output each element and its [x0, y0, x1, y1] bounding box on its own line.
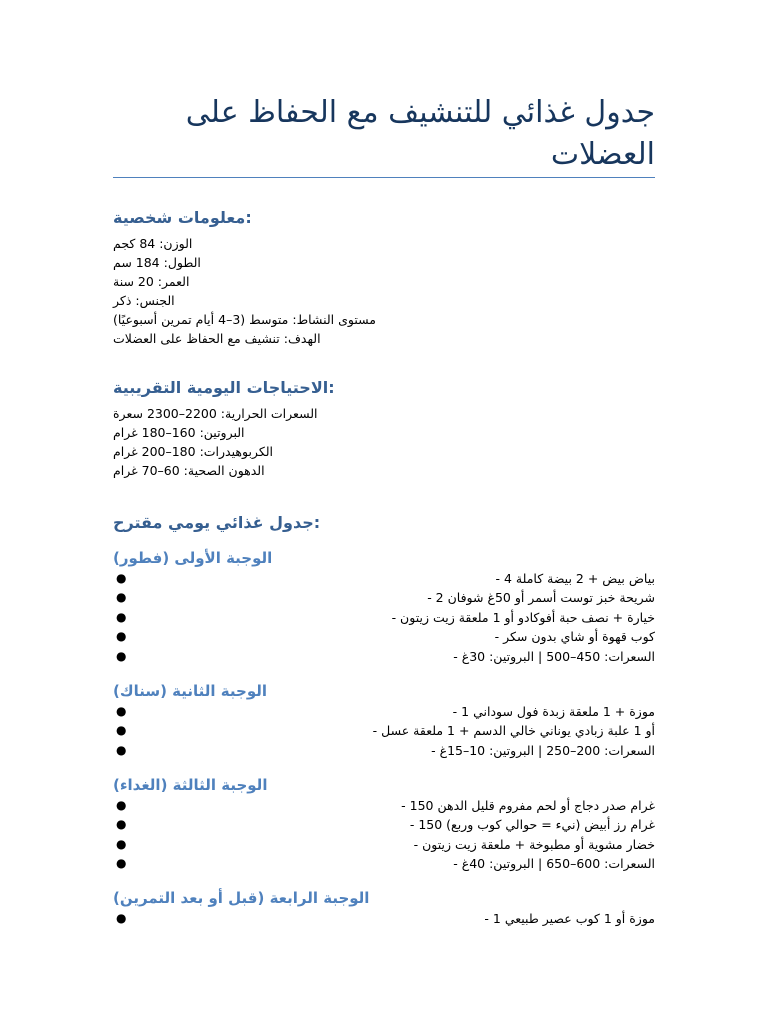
need-fats: الدهون الصحية: 60–70 غرام	[113, 463, 265, 478]
meal-title: الوجبة الثانية (سناك)	[113, 682, 267, 700]
bullet-icon: ●	[116, 817, 127, 832]
list-item: ● غرام صدر دجاج أو لحم مفروم قليل الدهن 150 -	[113, 796, 655, 815]
list-item: ● موزة أو 1 كوب عصير طبيعي 1 -	[113, 909, 655, 928]
need-calories: السعرات الحرارية: 2200–2300 سعرة	[113, 406, 318, 421]
meal-plan-section	[113, 512, 655, 534]
list-item: ● السعرات: 200–250 | البروتين: 10–15غ -	[113, 741, 655, 760]
title-divider	[113, 177, 655, 178]
bullet-icon: ●	[116, 590, 127, 605]
info-activity: مستوى النشاط: متوسط (3–4 أيام تمرين أسبوعيًا)	[113, 312, 376, 327]
list-item: ● كوب قهوة أو شاي بدون سكر -	[113, 627, 655, 646]
list-item: ● السعرات: 600–650 | البروتين: 40غ -	[113, 854, 655, 873]
list-item: ● خضار مشوية أو مطبوخة + ملعقة زيت زيتون -	[113, 835, 655, 854]
daily-needs-section	[113, 377, 655, 480]
bullet-icon: ●	[116, 723, 127, 738]
need-protein: البروتين: 160–180 غرام	[113, 425, 245, 440]
list-item: ● بياض بيض + 2 بيضة كاملة 4 -	[113, 569, 655, 588]
daily-needs-heading: :الاحتياجات اليومية التقريبية	[113, 378, 335, 397]
meal-3	[113, 775, 655, 874]
meal-title: الوجبة الأولى (فطور)	[113, 549, 273, 567]
info-gender: الجنس: ذكر	[113, 293, 175, 308]
bullet-icon: ●	[116, 742, 127, 757]
meal-title: الوجبة الرابعة (قبل أو بعد التمرين)	[113, 889, 370, 907]
info-age: العمر: 20 سنة	[113, 274, 190, 289]
meal-title: الوجبة الثالثة (الغداء)	[113, 776, 268, 794]
list-item: ● شريحة خبز توست أسمر أو 50غ شوفان 2 -	[113, 588, 655, 607]
bullet-icon: ●	[116, 856, 127, 871]
personal-info-heading: :معلومات شخصية	[113, 208, 252, 227]
bullet-icon: ●	[116, 911, 127, 925]
bullet-icon: ●	[116, 648, 127, 663]
meal-1	[113, 548, 655, 666]
meal-4	[113, 888, 655, 928]
bullet-icon: ●	[116, 571, 127, 585]
need-carbs: الكربوهيدرات: 180–200 غرام	[113, 444, 273, 459]
meal-2	[113, 681, 655, 760]
list-item: ● غرام رز أبيض (نيء = حوالي كوب وربع) 150 -	[113, 815, 655, 834]
document-title: جدول غذائي للتنشيف مع الحفاظ على العضلات	[185, 95, 655, 172]
list-item: ● أو 1 علبة زبادي يوناني خالي الدسم + 1 ملعقة عسل -	[113, 721, 655, 740]
bullet-icon: ●	[116, 704, 127, 718]
list-item: ● موزة + 1 ملعقة زبدة فول سوداني 1 -	[113, 702, 655, 721]
meal-plan-heading: :جدول غذائي يومي مقترح	[113, 513, 321, 532]
info-height: الطول: 184 سم	[113, 255, 201, 270]
personal-info-section	[113, 207, 655, 348]
list-item: ● خيارة + نصف حبة أفوكادو أو 1 ملعقة زيت زيتون -	[113, 608, 655, 627]
info-weight: الوزن: 84 كجم	[113, 236, 193, 251]
bullet-icon: ●	[116, 629, 127, 644]
bullet-icon: ●	[116, 836, 127, 851]
info-goal: الهدف: تنشيف مع الحفاظ على العضلات	[113, 331, 321, 346]
list-item: ● السعرات: 450–500 | البروتين: 30غ -	[113, 647, 655, 666]
bullet-icon: ●	[116, 609, 127, 624]
bullet-icon: ●	[116, 798, 127, 812]
